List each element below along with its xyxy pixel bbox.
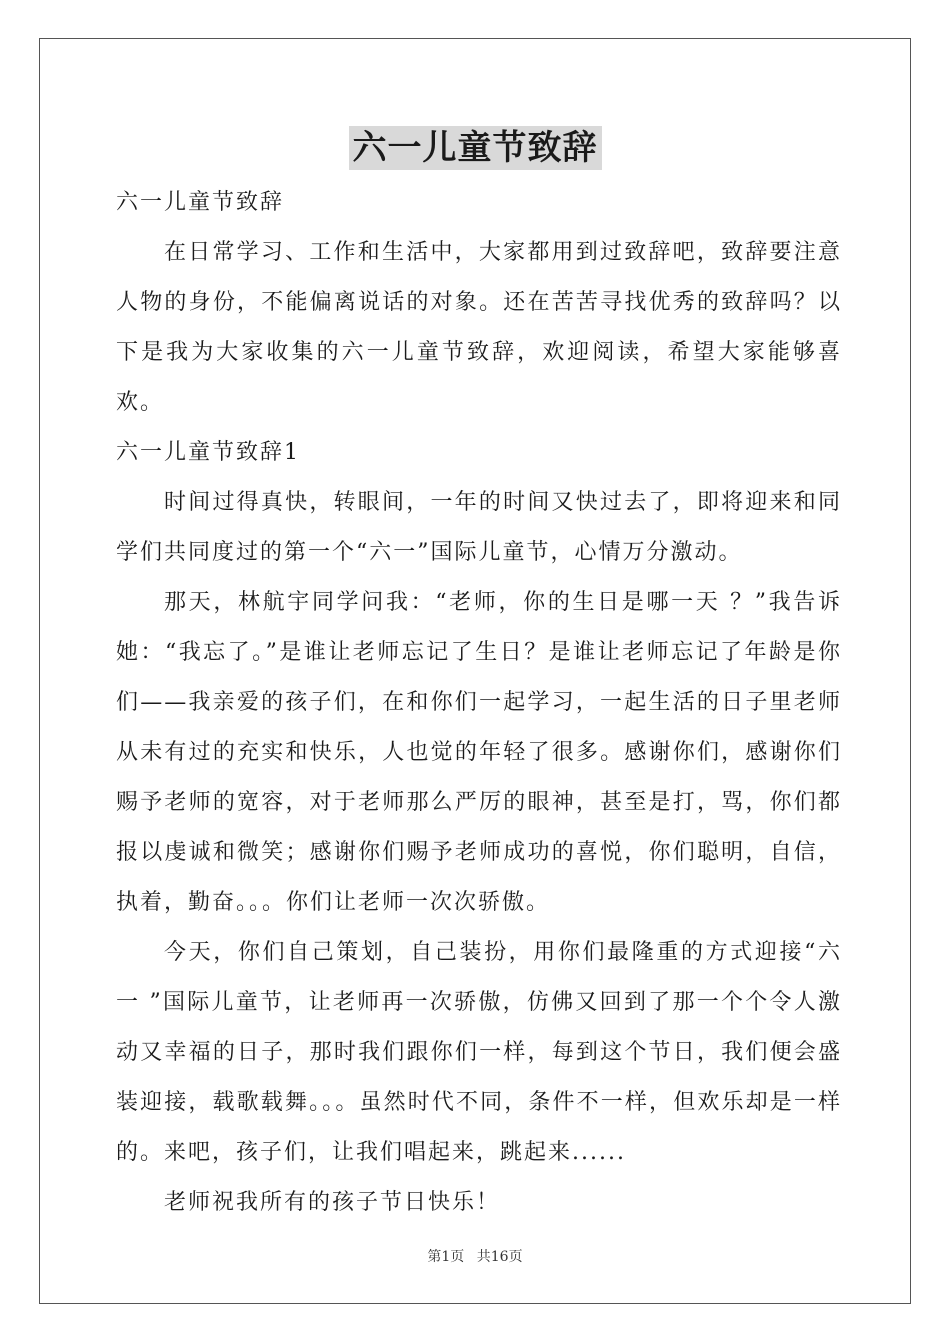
body-paragraph: 时间过得真快，转眼间，一年的时间又快过去了，即将迎来和同学们共同度过的第一个“六一”国际儿童节，心情万分激动。 (116, 490, 842, 565)
document-body (116, 178, 842, 1228)
page-number: 第1页 (427, 1249, 465, 1265)
document-title: 六一儿童节致辞 (349, 126, 602, 170)
page-total: 共16页 (476, 1249, 523, 1265)
body-paragraph: 那天，林航宇同学问我：“老师，你的生日是哪一天 ？”我告诉她：“我忘了。”是谁让老师忘记了生日？是谁让老师忘记了年龄是你们——我亲爱的孩子们，在和你们一起学习，一起生活的日子里老师从未有过的充实和快乐，人也觉的年轻了很多。感谢你们，感谢你们赐予老师的宽容，对于老师那么严厉的眼神，甚至是打，骂，你们都报以虔诚和微笑；感谢你们赐予老师成功的喜悦，你们聪明，自信，执着，勤奋。。。你们让老师一次次骄傲。 (116, 590, 842, 915)
section-heading: 六一儿童节致辞1 (116, 440, 300, 465)
closing-paragraph: 老师祝我所有的孩子节日快乐！ (164, 1190, 501, 1215)
title-container (0, 126, 950, 170)
intro-paragraph: 在日常学习、工作和生活中，大家都用到过致辞吧，致辞要注意人物的身份，不能偏离说话的对象。还在苦苦寻找优秀的致辞吗？以下是我为大家收集的六一儿童节致辞，欢迎阅读，希望大家能够喜欢。 (116, 240, 842, 415)
page-footer (0, 1246, 950, 1266)
body-paragraph: 今天，你们自己策划，自己装扮，用你们最隆重的方式迎接“六一 ”国际儿童节，让老师再一次骄傲，仿佛又回到了那一个个令人激动又幸福的日子，那时我们跟你们一样，每到这个节日，我们便会盛装迎接，载歌载舞。。。虽然时代不同，条件不一样，但欢乐却是一样的。来吧，孩子们，让我们唱起来，跳起来...... (116, 940, 842, 1165)
subtitle-line: 六一儿童节致辞 (116, 190, 285, 215)
